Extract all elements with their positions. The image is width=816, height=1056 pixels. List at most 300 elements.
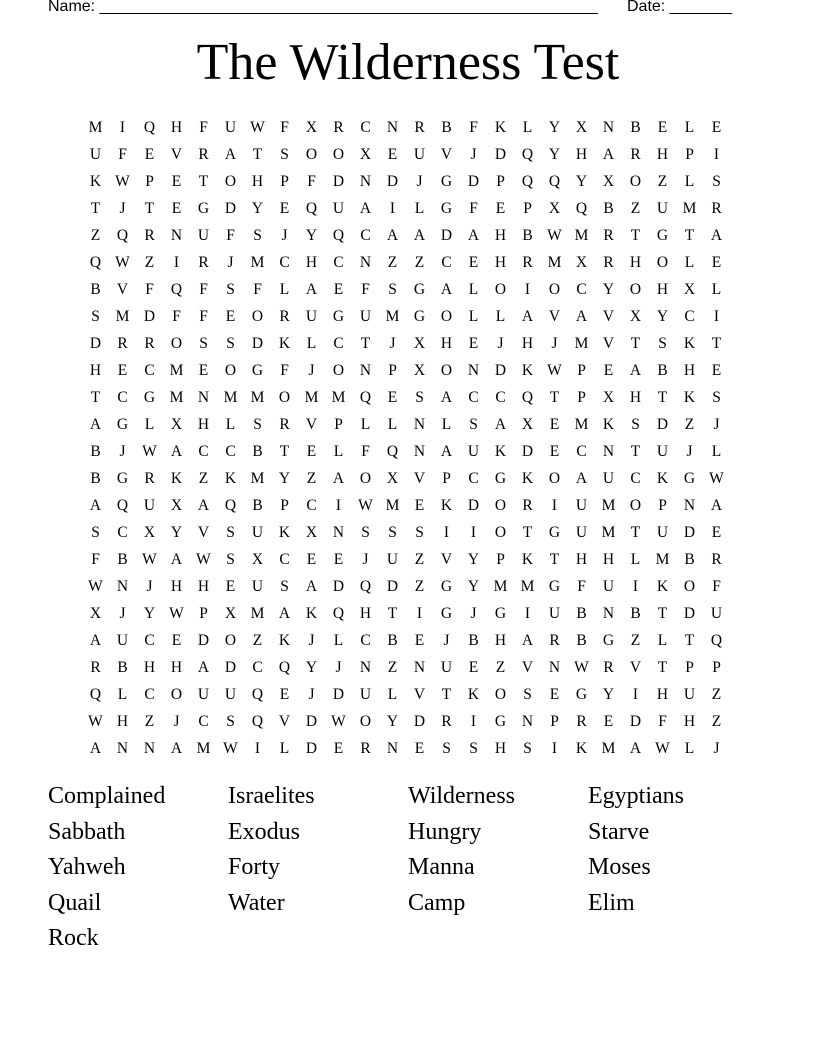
- grid-row: [82, 654, 730, 681]
- grid-letter: L: [522, 119, 533, 136]
- grid-letter: X: [602, 389, 615, 406]
- grid-letter: T: [360, 335, 371, 352]
- grid-letter: A: [440, 281, 453, 298]
- grid-letter: Y: [278, 470, 291, 487]
- grid-letter: C: [468, 470, 479, 487]
- grid-letter: W: [574, 659, 589, 676]
- grid-letter: C: [576, 281, 587, 298]
- grid-letter: V: [413, 686, 426, 703]
- grid-letter: G: [413, 281, 426, 298]
- grid-letter: E: [387, 146, 398, 163]
- grid-letter: A: [440, 443, 453, 460]
- grid-letter: X: [413, 335, 426, 352]
- grid-letter: A: [197, 659, 210, 676]
- grid-row: [82, 411, 730, 438]
- grid-letter: I: [173, 254, 180, 271]
- grid-letter: B: [684, 551, 695, 568]
- grid-letter: K: [278, 632, 291, 649]
- grid-letter: O: [224, 173, 237, 190]
- grid-letter: T: [441, 686, 452, 703]
- grid-letter: H: [683, 713, 696, 730]
- grid-letter: D: [305, 713, 318, 730]
- grid-row: [82, 735, 730, 762]
- grid-letter: V: [629, 659, 642, 676]
- grid-letter: S: [253, 416, 262, 433]
- grid-letter: R: [279, 308, 290, 325]
- grid-letter: K: [305, 605, 318, 622]
- grid-letter: S: [388, 524, 397, 541]
- grid-letter: U: [575, 497, 588, 514]
- grid-letter: Z: [144, 254, 155, 271]
- grid-letter: D: [494, 362, 507, 379]
- grid-letter: L: [360, 416, 371, 433]
- grid-letter: S: [712, 389, 721, 406]
- grid-letter: E: [549, 416, 560, 433]
- grid-letter: U: [575, 524, 588, 541]
- grid-letter: Z: [495, 659, 506, 676]
- grid-letter: H: [197, 578, 210, 595]
- grid-letter: E: [711, 524, 722, 541]
- grid-letter: V: [548, 308, 561, 325]
- grid-letter: Q: [89, 686, 102, 703]
- grid-letter: O: [440, 308, 453, 325]
- grid-letter: K: [224, 470, 237, 487]
- grid-letter: E: [549, 686, 560, 703]
- grid-letter: A: [170, 551, 183, 568]
- grid-letter: W: [88, 713, 103, 730]
- grid-letter: I: [524, 605, 531, 622]
- grid-letter: O: [629, 281, 642, 298]
- grid-letter: W: [142, 551, 157, 568]
- grid-letter: T: [630, 443, 641, 460]
- grid-letter: Q: [359, 389, 372, 406]
- grid-letter: M: [574, 227, 589, 244]
- grid-letter: Y: [602, 281, 615, 298]
- grid-letter: U: [305, 308, 318, 325]
- grid-letter: M: [574, 416, 589, 433]
- grid-letter: S: [226, 335, 235, 352]
- grid-letter: M: [601, 497, 616, 514]
- grid-letter: S: [442, 740, 451, 757]
- word-bank-item: Rock: [48, 925, 99, 951]
- grid-letter: Z: [414, 551, 425, 568]
- grid-letter: J: [551, 335, 558, 352]
- grid-letter: D: [521, 443, 534, 460]
- grid-letter: P: [145, 173, 154, 190]
- grid-letter: P: [523, 200, 532, 217]
- grid-letter: D: [494, 146, 507, 163]
- word-bank-item: Forty: [228, 854, 281, 880]
- grid-letter: D: [224, 659, 237, 676]
- grid-letter: Z: [306, 470, 317, 487]
- grid-letter: T: [522, 524, 533, 541]
- grid-letter: I: [713, 308, 720, 325]
- grid-letter: D: [467, 173, 480, 190]
- grid-letter: S: [523, 740, 532, 757]
- grid-letter: I: [254, 740, 261, 757]
- grid-letter: N: [332, 524, 345, 541]
- grid-letter: C: [684, 308, 695, 325]
- grid-row: [82, 303, 730, 330]
- grid-letter: K: [656, 578, 669, 595]
- grid-letter: B: [603, 200, 614, 217]
- grid-letter: S: [361, 524, 370, 541]
- grid-letter: Q: [278, 659, 291, 676]
- grid-letter: W: [331, 713, 346, 730]
- grid-letter: E: [387, 389, 398, 406]
- grid-letter: X: [386, 470, 399, 487]
- grid-letter: N: [116, 578, 129, 595]
- grid-letter: N: [386, 740, 399, 757]
- grid-letter: C: [225, 443, 236, 460]
- grid-letter: M: [385, 497, 400, 514]
- grid-row: [82, 681, 730, 708]
- grid-letter: J: [119, 443, 126, 460]
- grid-letter: A: [710, 497, 723, 514]
- grid-letter: A: [413, 227, 426, 244]
- grid-letter: N: [548, 659, 561, 676]
- grid-letter: Z: [198, 470, 209, 487]
- grid-letter: F: [145, 281, 154, 298]
- grid-letter: O: [629, 173, 642, 190]
- grid-letter: S: [415, 524, 424, 541]
- grid-letter: A: [89, 416, 102, 433]
- grid-letter: B: [468, 632, 479, 649]
- grid-letter: W: [358, 497, 373, 514]
- grid-letter: H: [575, 146, 588, 163]
- grid-letter: P: [334, 416, 343, 433]
- grid-letter: F: [361, 281, 370, 298]
- grid-letter: N: [602, 119, 615, 136]
- grid-letter: K: [521, 551, 534, 568]
- grid-letter: H: [359, 605, 372, 622]
- letter-grid: [82, 114, 730, 762]
- grid-letter: E: [711, 254, 722, 271]
- grid-letter: H: [89, 362, 102, 379]
- grid-letter: O: [170, 335, 183, 352]
- grid-letter: R: [90, 659, 101, 676]
- grid-letter: J: [416, 173, 423, 190]
- grid-letter: G: [548, 524, 561, 541]
- grid-letter: D: [440, 227, 453, 244]
- grid-letter: Y: [305, 659, 318, 676]
- grid-letter: H: [629, 389, 642, 406]
- grid-letter: N: [413, 443, 426, 460]
- grid-letter: D: [89, 335, 102, 352]
- grid-letter: G: [494, 470, 507, 487]
- grid-letter: F: [199, 281, 208, 298]
- grid-letter: S: [91, 308, 100, 325]
- grid-letter: N: [413, 416, 426, 433]
- grid-letter: Q: [116, 227, 129, 244]
- grid-letter: U: [197, 227, 210, 244]
- grid-letter: T: [198, 173, 209, 190]
- grid-letter: T: [684, 227, 695, 244]
- grid-letter: C: [144, 686, 155, 703]
- grid-letter: Z: [144, 713, 155, 730]
- grid-letter: E: [468, 254, 479, 271]
- grid-letter: K: [278, 524, 291, 541]
- grid-letter: J: [686, 443, 693, 460]
- grid-letter: A: [197, 497, 210, 514]
- grid-letter: C: [333, 254, 344, 271]
- grid-letter: I: [416, 605, 423, 622]
- grid-letter: Q: [251, 686, 264, 703]
- grid-letter: N: [386, 119, 399, 136]
- grid-letter: M: [601, 740, 616, 757]
- grid-letter: A: [224, 146, 237, 163]
- grid-letter: M: [88, 119, 103, 136]
- word-bank: [48, 780, 768, 958]
- grid-letter: E: [225, 578, 236, 595]
- grid-letter: L: [684, 173, 695, 190]
- grid-letter: Y: [548, 119, 561, 136]
- grid-letter: J: [119, 200, 126, 217]
- grid-letter: K: [656, 470, 669, 487]
- grid-letter: B: [630, 605, 641, 622]
- grid-letter: Z: [90, 227, 101, 244]
- grid-letter: H: [305, 254, 318, 271]
- grid-letter: X: [170, 497, 183, 514]
- grid-letter: V: [305, 416, 318, 433]
- grid-letter: V: [521, 659, 534, 676]
- grid-letter: N: [143, 740, 156, 757]
- grid-letter: R: [576, 713, 587, 730]
- grid-letter: C: [117, 389, 128, 406]
- grid-letter: T: [711, 335, 722, 352]
- grid-letter: Z: [657, 173, 668, 190]
- word-bank-item: Starve: [588, 818, 650, 845]
- grid-letter: B: [252, 443, 263, 460]
- grid-letter: C: [279, 254, 290, 271]
- grid-letter: H: [494, 254, 507, 271]
- grid-letter: U: [467, 443, 480, 460]
- word-bank-item: Camp: [408, 889, 466, 916]
- grid-row: [82, 168, 730, 195]
- grid-letter: E: [279, 686, 290, 703]
- grid-letter: M: [250, 605, 265, 622]
- grid-letter: M: [385, 308, 400, 325]
- grid-letter: X: [602, 173, 615, 190]
- grid-letter: Z: [711, 713, 722, 730]
- grid-letter: M: [493, 578, 508, 595]
- grid-letter: A: [440, 389, 453, 406]
- grid-letter: O: [548, 470, 561, 487]
- grid-letter: W: [88, 578, 103, 595]
- grid-letter: O: [332, 146, 345, 163]
- grid-letter: H: [251, 173, 264, 190]
- grid-letter: R: [117, 335, 128, 352]
- word-bank-item: Moses: [588, 854, 651, 880]
- grid-letter: R: [603, 254, 614, 271]
- grid-letter: L: [387, 416, 398, 433]
- grid-letter: L: [684, 119, 695, 136]
- grid-letter: E: [144, 146, 155, 163]
- grid-letter: C: [144, 362, 155, 379]
- grid-letter: F: [253, 281, 262, 298]
- grid-letter: C: [144, 632, 155, 649]
- grid-letter: P: [685, 146, 694, 163]
- grid-letter: B: [90, 443, 101, 460]
- grid-letter: M: [331, 389, 346, 406]
- grid-letter: O: [494, 497, 507, 514]
- grid-letter: B: [117, 659, 128, 676]
- grid-letter: F: [712, 578, 721, 595]
- grid-letter: U: [602, 578, 615, 595]
- grid-letter: S: [415, 389, 424, 406]
- grid-letter: S: [199, 335, 208, 352]
- word-bank-item: Exodus: [228, 818, 300, 845]
- grid-letter: T: [279, 443, 290, 460]
- grid-letter: V: [440, 551, 453, 568]
- grid-letter: X: [683, 281, 696, 298]
- grid-letter: A: [494, 416, 507, 433]
- word-bank-item: Hungry: [408, 818, 482, 845]
- grid-letter: H: [170, 659, 183, 676]
- grid-letter: E: [711, 119, 722, 136]
- grid-letter: N: [467, 362, 480, 379]
- grid-letter: A: [710, 227, 723, 244]
- grid-letter: L: [225, 416, 236, 433]
- grid-letter: W: [169, 605, 184, 622]
- grid-letter: I: [389, 200, 396, 217]
- grid-letter: V: [602, 335, 615, 352]
- grid-letter: R: [414, 119, 425, 136]
- grid-letter: K: [278, 335, 291, 352]
- grid-letter: N: [602, 443, 615, 460]
- grid-letter: T: [549, 551, 560, 568]
- grid-letter: C: [441, 254, 452, 271]
- grid-letter: J: [713, 416, 720, 433]
- grid-letter: E: [306, 443, 317, 460]
- grid-letter: H: [197, 416, 210, 433]
- grid-letter: R: [522, 497, 533, 514]
- grid-letter: O: [440, 362, 453, 379]
- grid-letter: X: [629, 308, 642, 325]
- grid-letter: H: [170, 578, 183, 595]
- grid-letter: L: [144, 416, 155, 433]
- grid-letter: I: [524, 281, 531, 298]
- grid-letter: J: [281, 227, 288, 244]
- grid-letter: S: [523, 686, 532, 703]
- grid-letter: M: [655, 551, 670, 568]
- grid-letter: T: [630, 335, 641, 352]
- grid-letter: J: [470, 146, 477, 163]
- grid-letter: D: [386, 173, 399, 190]
- grid-letter: Q: [521, 173, 534, 190]
- grid-letter: K: [683, 389, 696, 406]
- grid-letter: Q: [521, 389, 534, 406]
- grid-letter: I: [713, 146, 720, 163]
- grid-letter: A: [467, 227, 480, 244]
- grid-letter: X: [89, 605, 102, 622]
- grid-letter: D: [656, 416, 669, 433]
- grid-letter: J: [362, 551, 369, 568]
- grid-letter: V: [197, 524, 210, 541]
- grid-letter: D: [197, 632, 210, 649]
- grid-letter: O: [629, 497, 642, 514]
- grid-letter: Z: [414, 578, 425, 595]
- grid-letter: Q: [710, 632, 723, 649]
- grid-letter: T: [144, 200, 155, 217]
- grid-letter: U: [683, 686, 696, 703]
- grid-row: [82, 114, 730, 141]
- grid-letter: U: [656, 443, 669, 460]
- grid-letter: P: [388, 362, 397, 379]
- grid-letter: S: [226, 713, 235, 730]
- grid-letter: G: [332, 308, 345, 325]
- grid-letter: W: [223, 740, 238, 757]
- grid-letter: P: [496, 551, 505, 568]
- grid-letter: C: [198, 443, 209, 460]
- grid-letter: W: [547, 362, 562, 379]
- grid-letter: X: [251, 551, 264, 568]
- grid-letter: W: [547, 227, 562, 244]
- grid-letter: Q: [332, 227, 345, 244]
- grid-letter: K: [602, 416, 615, 433]
- grid-letter: R: [144, 227, 155, 244]
- grid-letter: T: [90, 200, 101, 217]
- grid-letter: X: [575, 254, 588, 271]
- word-bank-item: Water: [228, 889, 285, 916]
- grid-letter: M: [250, 389, 265, 406]
- grid-row: [82, 249, 730, 276]
- grid-letter: P: [199, 605, 208, 622]
- grid-letter: H: [575, 551, 588, 568]
- grid-letter: E: [468, 659, 479, 676]
- grid-letter: P: [577, 362, 586, 379]
- grid-letter: J: [389, 335, 396, 352]
- grid-letter: Y: [305, 227, 318, 244]
- grid-letter: B: [252, 497, 263, 514]
- grid-letter: W: [655, 740, 670, 757]
- grid-letter: M: [574, 335, 589, 352]
- grid-letter: Y: [386, 713, 399, 730]
- grid-letter: G: [602, 632, 615, 649]
- grid-letter: J: [335, 659, 342, 676]
- grid-letter: W: [709, 470, 724, 487]
- grid-letter: J: [308, 362, 315, 379]
- grid-letter: F: [658, 713, 667, 730]
- grid-letter: C: [360, 632, 371, 649]
- grid-letter: Y: [143, 605, 156, 622]
- grid-letter: G: [440, 605, 453, 622]
- grid-letter: Q: [143, 119, 156, 136]
- grid-letter: F: [469, 200, 478, 217]
- grid-letter: S: [226, 551, 235, 568]
- grid-letter: E: [306, 551, 317, 568]
- grid-letter: S: [658, 335, 667, 352]
- grid-letter: B: [657, 362, 668, 379]
- grid-letter: G: [494, 713, 507, 730]
- grid-letter: E: [198, 362, 209, 379]
- grid-letter: L: [306, 335, 317, 352]
- grid-letter: Q: [170, 281, 183, 298]
- grid-letter: T: [657, 659, 668, 676]
- grid-letter: Q: [386, 443, 399, 460]
- grid-letter: O: [494, 686, 507, 703]
- grid-letter: U: [359, 308, 372, 325]
- grid-letter: J: [713, 740, 720, 757]
- grid-row: [82, 357, 730, 384]
- grid-letter: B: [522, 227, 533, 244]
- grid-letter: E: [414, 740, 425, 757]
- grid-letter: K: [521, 362, 534, 379]
- grid-letter: S: [280, 578, 289, 595]
- grid-letter: I: [632, 578, 639, 595]
- grid-letter: M: [682, 200, 697, 217]
- grid-letter: J: [443, 632, 450, 649]
